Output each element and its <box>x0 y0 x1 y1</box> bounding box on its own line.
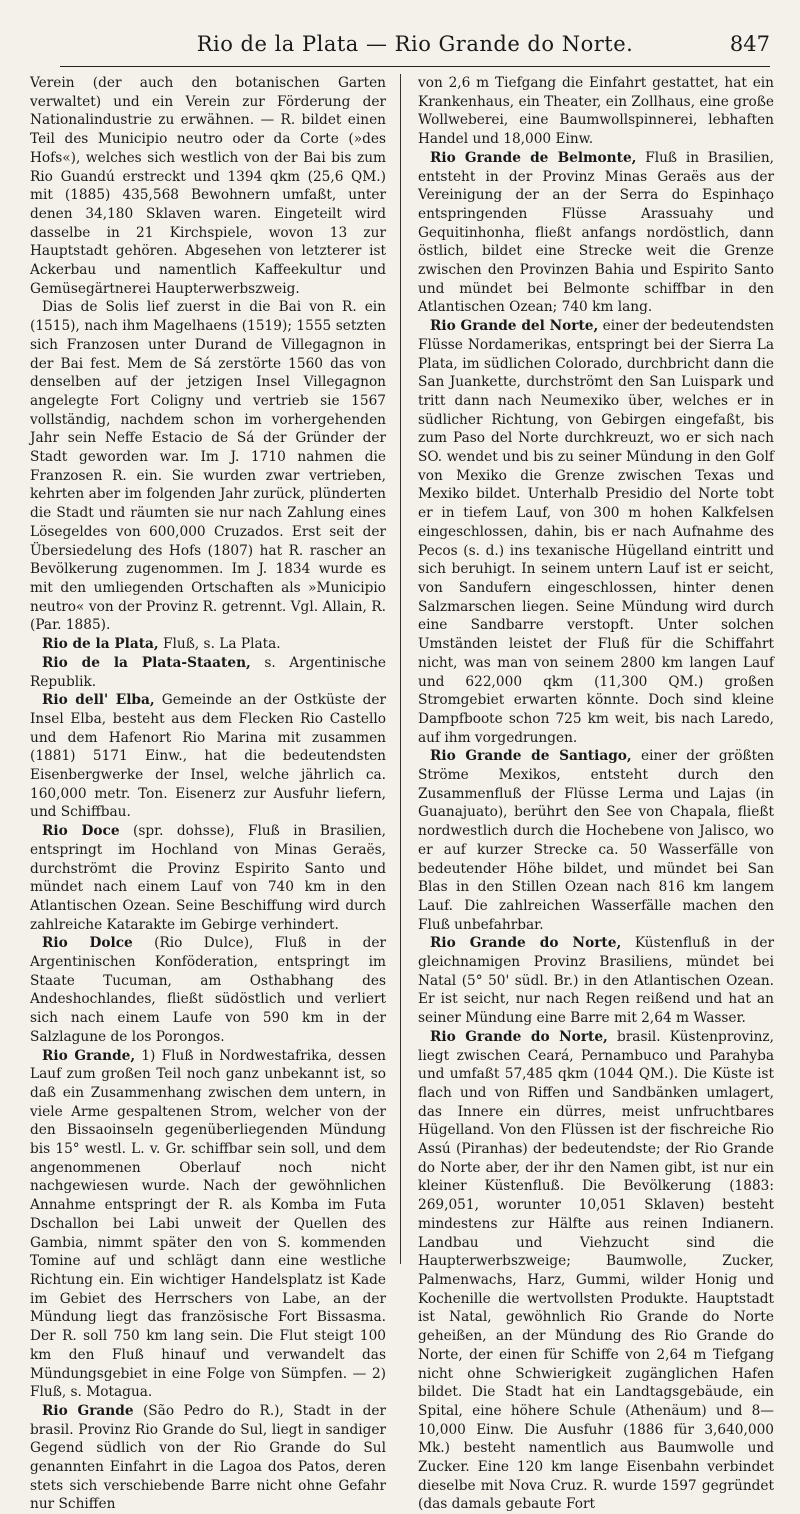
paragraph <box>30 298 386 635</box>
left-column <box>30 74 387 1513</box>
continued-paragraph <box>418 74 774 149</box>
entry-text: (São Pedro do R.), Stadt in der brasil. Provinz Rio Grande do Sul, liegt in sandiger Gegend südlich von der Rio Grande do Sul genannten Einfahrt in die Lagoa dos Patos, deren stets sich verschiebende Barre nicht ohne Gefahr nur Schiffen <box>30 1402 386 1513</box>
right-column <box>418 74 774 1513</box>
entry-headword: Rio de la Plata-Staaten, <box>42 654 251 671</box>
entry-text: einer der bedeutendsten Flüsse Nordamerikas, entspringt bei der Sierra La Plata, im südlichen Colorado, durchbricht dann die San Juankette, durchströmt den San Luispark und tritt dann nach Neumexiko über, welches er in südlicher Richtung, von Gebirgen eingefaßt, bis zum Paso del Norte durchkreuzt, wo er sich nach SO. wendet und bis zu seiner Mündung in den Golf von Mexiko die Grenze zwischen Texas und Mexiko bildet. Unterhalb Presidio del Norte tobt er in tiefem Lauf, von 300 m hohen Kalkfelsen eingeschlossen, dahin, bis er nach Aufnahme des Pecos (s. d.) ins texanische Hügelland eintritt und sich beruhigt. In seinem untern Lauf ist er seicht, von Sandufern eingeschlossen, hinter denen Salzmarschen liegen. Seine Mündung wird durch eine Sandbarre verstopft. Unter solchen Umständen leistet der Fluß für die Schiffahrt nicht, was man von seinem 2800 km langen Lauf und 622,000 qkm (11,300 QM.) großen Stromgebiet erwarten könnte. Doch sind kleine Dampfboote schon 725 km weit, bis nach Laredo, auf ihm vorgedrungen. <box>418 318 774 746</box>
dictionary-entry <box>418 934 774 1028</box>
dictionary-entry <box>30 822 386 934</box>
entry-headword: Rio dell' Elba, <box>42 692 155 709</box>
entry-headword: Rio Grande, <box>42 1047 136 1064</box>
entry-headword: Rio Grande de Santiago, <box>430 748 632 765</box>
entry-text: Gemeinde an der Ostküste der Insel Elba, besteht aus dem Flecken Rio Castello und dem Hafenort Rio Marina mit zusammen (1881) 5171 Einw., hat die bedeutendsten Eisenbergwerke der Insel, welche jährlich ca. 160,000 metr. Ton. Eisenerz zur Ausfuhr liefern, und Schiffbau. <box>30 692 386 821</box>
entry-headword: Rio Doce <box>42 823 120 840</box>
running-header <box>60 30 770 64</box>
column-divider <box>400 74 401 1264</box>
page-number: 847 <box>729 32 770 56</box>
entry-text: Verein (der auch den botanischen Garten verwaltet) und ein Verein zur Förderung der Nationalindustrie zu erwähnen. — R. bildet einen Teil des Municipio neutro oder da Corte (»des Hofs«), welches sich westlich von der Bai bis zum Rio Guandú erstreckt und 1394 qkm (25,6 QM.) mit (1885) 435,568 Bewohnern umfaßt, unter denen 34,180 Sklaven waren. Eingeteilt wird dasselbe in 21 Kirchspiele, wovon 13 zur Hauptstadt gehören. Abgesehen von letzterer ist Ackerbau und namentlich Kaffeekultur und Gemüsegärtnerei Haupterwerbszweig. <box>30 75 386 297</box>
continued-paragraph <box>30 74 386 298</box>
entry-text: brasil. Küstenprovinz, liegt zwischen Ceará, Pernambuco und Parahyba und umfaßt 57,485 qkm (1044 QM.). Die Küste ist flach und von Riffen und Sandbänken umlagert, das Innere ein dürres, meist unfruchtbares Hügelland. Von den Flüssen ist der fischreiche Rio Assú (Piranhas) der bedeutendste; der Rio Grande do Norte aber, der ihr den Namen gibt, ist nur ein kleiner Küstenfluß. Die Bevölkerung (1883: 269,051, worunter 10,051 Sklaven) besteht mindestens zur Hälfte aus reinen Indianern. Landbau und Viehzucht sind die Haupterwerbszweige; Baumwolle, Zucker, Palmenwachs, Harz, Gummi, wilder Honig und Kochenille die wertvollsten Produkte. Hauptstadt ist Natal, gewöhnlich Rio Grande do Norte geheißen, an der Mündung des Rio Grande do Norte, der einen für Schiffe von 2,64 m Tiefgang nicht ohne Schwierigkeit zugänglichen Hafen bildet. Die Stadt hat ein Landtagsgebäude, ein Spital, eine höhere Schule (Athenäum) und 8—10,000 Einw. Die Ausfuhr (1886 für 3,640,000 Mk.) besteht namentlich aus Baumwolle und Zucker. Eine 120 km lange Eisenbahn verbindet dieselbe mit Nova Cruz. R. wurde 1597 gegründet (das damals gebaute Fort <box>418 1028 774 1513</box>
entry-headword: Rio de la Plata, <box>42 636 159 653</box>
entry-text: 1) Fluß in Nordwestafrika, dessen Lauf zum großen Teil noch ganz unbekannt ist, so daß ein Zusammenhang zwischen dem untern, in viele Arme gespaltenen Strom, welcher von der den Bissaoinseln gegenüberliegenden Mündung bis 15° westl. L. v. Gr. schiffbar sein soll, und dem angenommenen Oberlauf noch nicht nachgewiesen wurde. Nach der gewöhnlichen Annahme entspringt der R. als Komba im Futa Dschallon bei Labi unweit der Quellen des Gambia, nimmt später den von S. kommenden Tomine auf und schlägt dann eine westliche Richtung ein. Ein wichtiger Handelsplatz ist Kade im Gebiet des Herrschers von Labe, an der Mündung liegt das französische Fort Bissasma. Der R. soll 750 km lang sein. Die Flut steigt 100 km den Fluß hinauf und verwandelt das Mündungsgebiet in eine Folge von Sümpfen. — 2) Fluß, s. Motagua. <box>30 1047 386 1401</box>
entry-text: Dias de Solis lief zuerst in die Bai von R. ein (1515), nach ihm Magelhaens (1519); 1555 setzten sich Franzosen unter Durand de Villegagnon in der Bai fest. Mem de Sá zerstörte 1560 das von denselben auf der jetzigen Insel Villegagnon angelegte Fort Coligny und vertrieb sie 1567 vollständig, nachdem schon im vorhergehenden Jahr sein Neffe Estacio de Sá der Gründer der Stadt geworden war. Im J. 1710 nahmen die Franzosen R. ein. Sie wurden zwar vertrieben, kehrten aber im folgenden Jahr zurück, plünderten die Stadt und räumten sie nur nach Zahlung eines Lösegeldes von 600,000 Cruzados. Erst seit der Übersiedelung des Hofs (1807) hat R. rascher an Bevölkerung zugenommen. Im J. 1834 wurde es mit den umliegenden Ortschaften als »Municipio neutro« von der Provinz R. getrennt. Vgl. Allain, R. (Par. 1885). <box>30 299 386 634</box>
dictionary-entry <box>30 1402 386 1514</box>
entry-headword: Rio Grande <box>42 1402 134 1419</box>
entry-headword: Rio Grande do Norte, <box>430 935 622 952</box>
dictionary-entry <box>418 747 774 934</box>
entry-text: s. Argentinische Republik. <box>30 654 386 690</box>
entry-headword: Rio Grande de Belmonte, <box>430 149 637 166</box>
header-rule <box>60 66 770 67</box>
dictionary-entry <box>418 317 774 747</box>
dictionary-entry <box>418 1028 774 1514</box>
entry-text: von 2,6 m Tiefgang die Einfahrt gestattet, hat ein Krankenhaus, ein Theater, ein Zollhaus, eine große Wollweberei, eine Baumwollspinnerei, lebhaften Handel und 18,000 Einw. <box>418 75 774 148</box>
entry-headword: Rio Dolce <box>42 935 133 952</box>
entry-text: einer der größten Ströme Mexikos, entsteht durch den Zusammenfluß der Flüsse Lerma und Lajas (in Guanajuato), berührt den See von Chapala, fließt nordwestlich durch die Hochebene von Jalisco, wo er auf kurzer Strecke ca. 50 Wasserfälle von bedeutender Höhe bildet, und mündet bei San Blas in den Stillen Ozean nach 816 km langem Lauf. Die zahlreichen Wasserfälle machen den Fluß unbefahrbar. <box>418 748 774 933</box>
dictionary-entry <box>30 635 386 654</box>
entry-headword: Rio Grande do Norte, <box>430 1028 608 1045</box>
dictionary-entry <box>30 691 386 822</box>
entry-text: Küstenfluß in der gleichnamigen Provinz Brasiliens, mündet bei Natal (5° 50' südl. Br.) in den Atlantischen Ozean. Er ist seicht, nur nach Regen reißend und hat an seiner Mündung eine Barre mit 2,64 m Wasser. <box>418 935 774 1027</box>
entry-text: Fluß in Brasilien, entsteht in der Provinz Minas Geraës aus der Vereinigung der an der Serra do Espinhaço entspringenden Flüsse Arassuahy und Gequitinhonha, fließt anfangs nordöstlich, dann östlich, bildet eine Strecke weit die Grenze zwischen den Provinzen Bahia und Espirito Santo und mündet bei Belmonte schiffbar in den Atlantischen Ozean; 740 km lang. <box>418 149 774 316</box>
entry-text: (Rio Dulce), Fluß in der Argentinischen Konföderation, entspringt im Staate Tucuman, am Osthabhang des Andeshochlandes, fließt südöstlich und verliert sich nach einem Laufe von 590 km in der Salzlagune de los Porongos. <box>30 935 386 1045</box>
entry-text: Fluß, s. La Plata. <box>158 636 281 653</box>
entry-text: (spr. dohsse), Fluß in Brasilien, entspringt im Hochland von Minas Geraës, durchströmt die Provinz Espirito Santo und mündet nach einem Lauf von 740 km in den Atlantischen Ozean. Seine Beschiffung wird durch zahlreiche Katarakte im Gebirge verhindert. <box>30 823 387 933</box>
dictionary-entry <box>30 934 386 1046</box>
dictionary-entry <box>418 149 774 317</box>
entry-headword: Rio Grande del Norte, <box>430 318 599 335</box>
dictionary-entry <box>30 1047 386 1402</box>
dictionary-entry <box>30 654 386 691</box>
running-title: Rio de la Plata — Rio Grande do Norte. <box>196 32 634 56</box>
